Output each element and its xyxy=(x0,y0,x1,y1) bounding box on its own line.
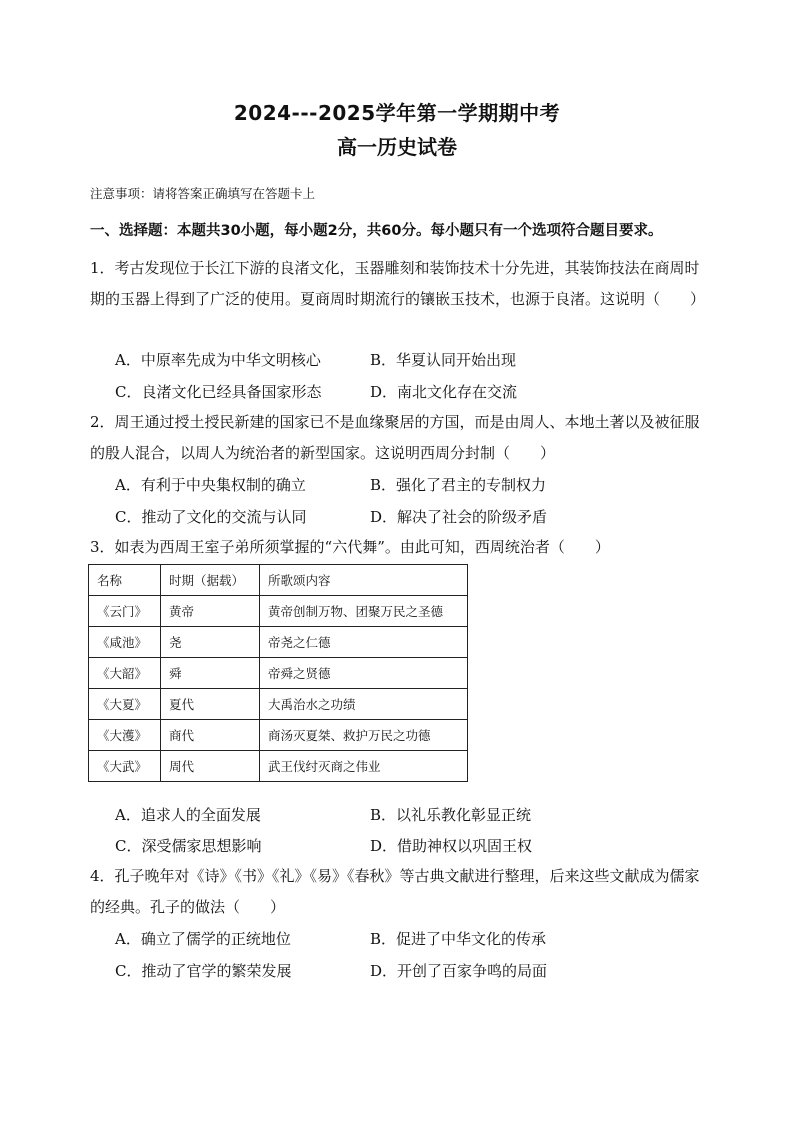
table-cell: 《大武》 xyxy=(89,751,161,782)
table-header-cell: 时期（据载） xyxy=(161,565,260,596)
question-3-option-c: C．深受儒家思想影响 xyxy=(115,837,262,855)
question-1-option-b: B．华夏认同开始出现 xyxy=(370,351,517,369)
table-cell: 大禹治水之功绩 xyxy=(260,689,468,720)
table-row xyxy=(89,596,468,627)
question-4-option-d: D．开创了百家争鸣的局面 xyxy=(370,962,548,980)
table-cell: 《咸池》 xyxy=(89,627,161,658)
table-cell: 帝尧之仁德 xyxy=(260,627,468,658)
question-1-stem: 1．考古发现位于长江下游的良渚文化，玉器雕刻和装饰技术十分先进，其装饰技法在商周时期的玉器上得到了广泛的使用。夏商周时期流行的镶嵌玉技术，也源于良渚。这说明（ ） xyxy=(90,259,706,308)
table-cell: 《大夏》 xyxy=(89,689,161,720)
question-4-option-c: C．推动了官学的繁荣发展 xyxy=(115,962,292,980)
question-1-option-a: A．中原率先成为中华文明核心 xyxy=(115,351,321,369)
table-row xyxy=(89,658,468,689)
table-cell: 《大韶》 xyxy=(89,658,161,689)
question-4-option-a: A．确立了儒学的正统地位 xyxy=(115,930,291,948)
table-cell: 《大濩》 xyxy=(89,720,161,751)
question-2-option-d: D．解决了社会的阶级矛盾 xyxy=(370,508,548,526)
question-3-option-a: A．追求人的全面发展 xyxy=(115,806,261,824)
table-cell: 武王伐纣灭商之伟业 xyxy=(260,751,468,782)
table-cell: 商代 xyxy=(161,720,260,751)
question-4-option-b: B．促进了中华文化的传承 xyxy=(370,930,547,948)
table-cell: 黄帝创制万物、团聚万民之圣德 xyxy=(260,596,468,627)
table-cell: 黄帝 xyxy=(161,596,260,627)
question-1-option-c: C．良渚文化已经具备国家形态 xyxy=(115,383,322,401)
question-2-stem: 2．周王通过授土授民新建的国家已不是血缘聚居的方国，而是由周人、本地土著以及被征服的殷人混合，以周人为统治者的新型国家。这说明西周分封制（ ） xyxy=(90,413,700,462)
notice-text: 注意事项：请将答案正确填写在答题卡上 xyxy=(90,186,316,201)
table-row xyxy=(89,720,468,751)
exam-subtitle: 高一历史试卷 xyxy=(337,135,457,159)
question-3-option-d: D．借助神权以巩固王权 xyxy=(370,837,533,855)
table-header-cell: 所歌颂内容 xyxy=(260,565,468,596)
table-row xyxy=(89,689,468,720)
question-2-option-a: A．有利于中央集权制的确立 xyxy=(115,476,306,494)
question-4-stem: 4．孔子晚年对《诗》《书》《礼》《易》《春秋》等古典文献进行整理，后来这些文献成为儒家的经典。孔子的做法（ ） xyxy=(90,867,700,916)
question-3-option-b: B．以礼乐教化彰显正统 xyxy=(370,806,532,824)
question-2-option-b: B．强化了君主的专制权力 xyxy=(370,476,547,494)
table-header-row xyxy=(89,565,468,596)
table-cell: 尧 xyxy=(161,627,260,658)
table-cell: 周代 xyxy=(161,751,260,782)
section-heading: 一、选择题：本题共30小题，每小题2分，共60分。每小题只有一个选项符合题目要求。 xyxy=(90,223,663,239)
table-cell: 《云门》 xyxy=(89,596,161,627)
question-2-option-c: C．推动了文化的交流与认同 xyxy=(115,508,307,526)
table-cell: 夏代 xyxy=(161,689,260,720)
table-header-cell: 名称 xyxy=(89,565,161,596)
table-cell: 商汤灭夏桀、救护万民之功德 xyxy=(260,720,468,751)
exam-title: 2024---2025学年第一学期期中考 xyxy=(233,101,561,125)
table-cell: 舜 xyxy=(161,658,260,689)
question-1-option-d: D．南北文化存在交流 xyxy=(370,383,518,401)
table-row xyxy=(89,751,468,782)
six-dances-table xyxy=(88,564,468,782)
table-cell: 帝舜之贤德 xyxy=(260,658,468,689)
question-3-stem: 3．如表为西周王室子弟所须掌握的“六代舞”。由此可知，西周统治者（ ） xyxy=(90,538,610,556)
table-row xyxy=(89,627,468,658)
